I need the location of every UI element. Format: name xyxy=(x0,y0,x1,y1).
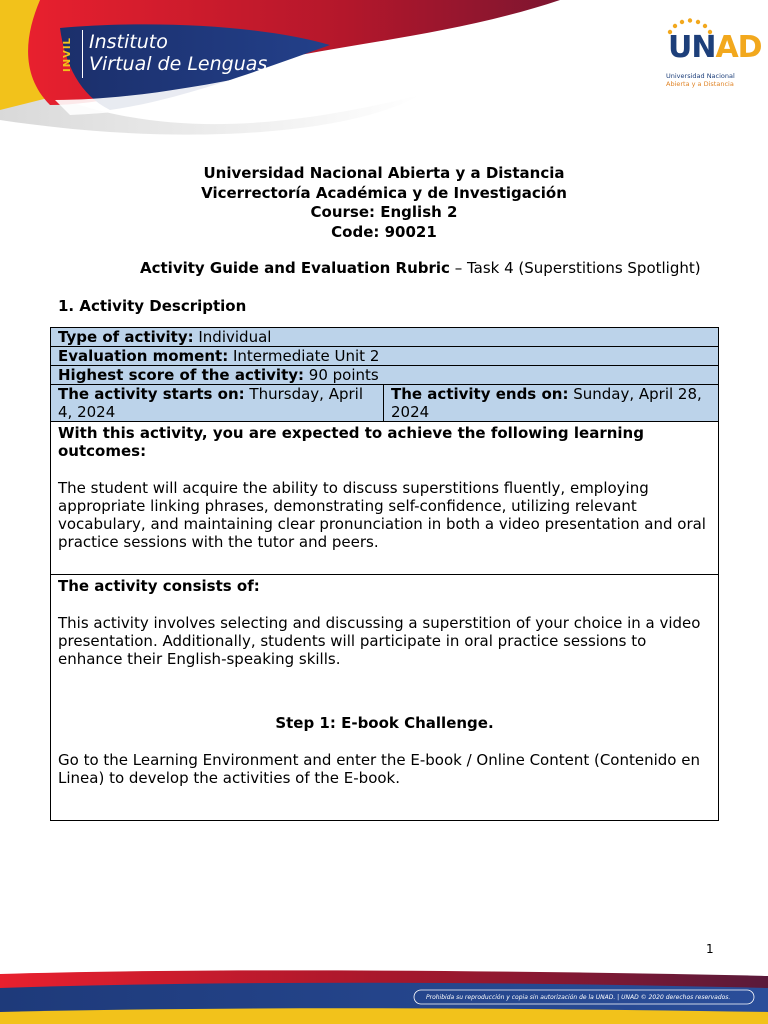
table-row xyxy=(51,422,719,575)
brand-divider xyxy=(82,30,83,78)
table-row xyxy=(51,328,719,347)
table-row xyxy=(51,366,719,385)
highest-score-cell: Highest score of the activity: 90 points xyxy=(51,366,719,385)
consists-heading: The activity consists of: xyxy=(58,577,260,595)
unad-logo xyxy=(660,18,762,90)
brand-line-2: Virtual de Lenguas xyxy=(89,53,268,75)
brand-line-1: Instituto xyxy=(89,31,168,53)
table-row xyxy=(51,347,719,366)
start-date-cell: The activity starts on: Thursday, April 4, 2024 xyxy=(51,385,384,422)
document-title-block xyxy=(0,164,768,242)
page-header xyxy=(0,0,768,140)
table-row xyxy=(51,575,719,821)
vice-rectory: Vicerrectoría Académica y de Investigación xyxy=(201,183,567,202)
step-1-text: Go to the Learning Environment and enter the E-book / Online Content (Contenido en Linea) to develop the activities of the E-book. xyxy=(58,751,700,787)
consists-text: This activity involves selecting and discussing a superstition of your choice in a video presentation. Additionally, students will participate in oral practice sessions to enhance their English-speaking skills. xyxy=(58,614,701,668)
learning-outcomes-cell xyxy=(51,422,719,575)
page-footer xyxy=(0,968,768,1024)
footer-notice: Prohibida su reproducción y copia sin autorización de la UNAD. | UNAD © 2020 derechos reservados. xyxy=(426,994,731,1001)
course-name: Course: English 2 xyxy=(310,203,458,221)
logo-wordmark: UNAD xyxy=(668,30,762,65)
invil-vertical-label: INVIL xyxy=(62,37,73,73)
page-number: 1 xyxy=(706,942,714,956)
logo-subtitle-1: Universidad Nacional xyxy=(666,72,735,80)
activity-table xyxy=(50,327,719,821)
university-name: Universidad Nacional Abierta y a Distancia xyxy=(203,164,565,182)
outcomes-heading: With this activity, you are expected to achieve the following learning outcomes: xyxy=(58,424,644,460)
activity-guide-title: Activity Guide and Evaluation Rubric – Task 4 (Superstitions Spotlight) xyxy=(140,259,701,277)
table-row xyxy=(51,385,719,422)
activity-consists-cell xyxy=(51,575,719,821)
section-title: 1. Activity Description xyxy=(58,297,247,315)
outcomes-text: The student will acquire the ability to discuss superstitions fluently, employing appropriate linking phrases, demonstrating self-confidence, utilizing relevant vocabulary, and maintaining clear pronunciation in both a video presentation and oral practice sessions with the tutor and peers. xyxy=(58,479,706,551)
logo-subtitle-2: Abierta y a Distancia xyxy=(666,80,734,88)
step-1-title: Step 1: E-book Challenge. xyxy=(275,714,494,732)
course-code: Code: 90021 xyxy=(331,222,437,241)
end-date-cell: The activity ends on: Sunday, April 28, 2024 xyxy=(384,385,719,422)
type-of-activity-cell: Type of activity: Individual xyxy=(51,328,719,347)
evaluation-moment-cell: Evaluation moment: Intermediate Unit 2 xyxy=(51,347,719,366)
